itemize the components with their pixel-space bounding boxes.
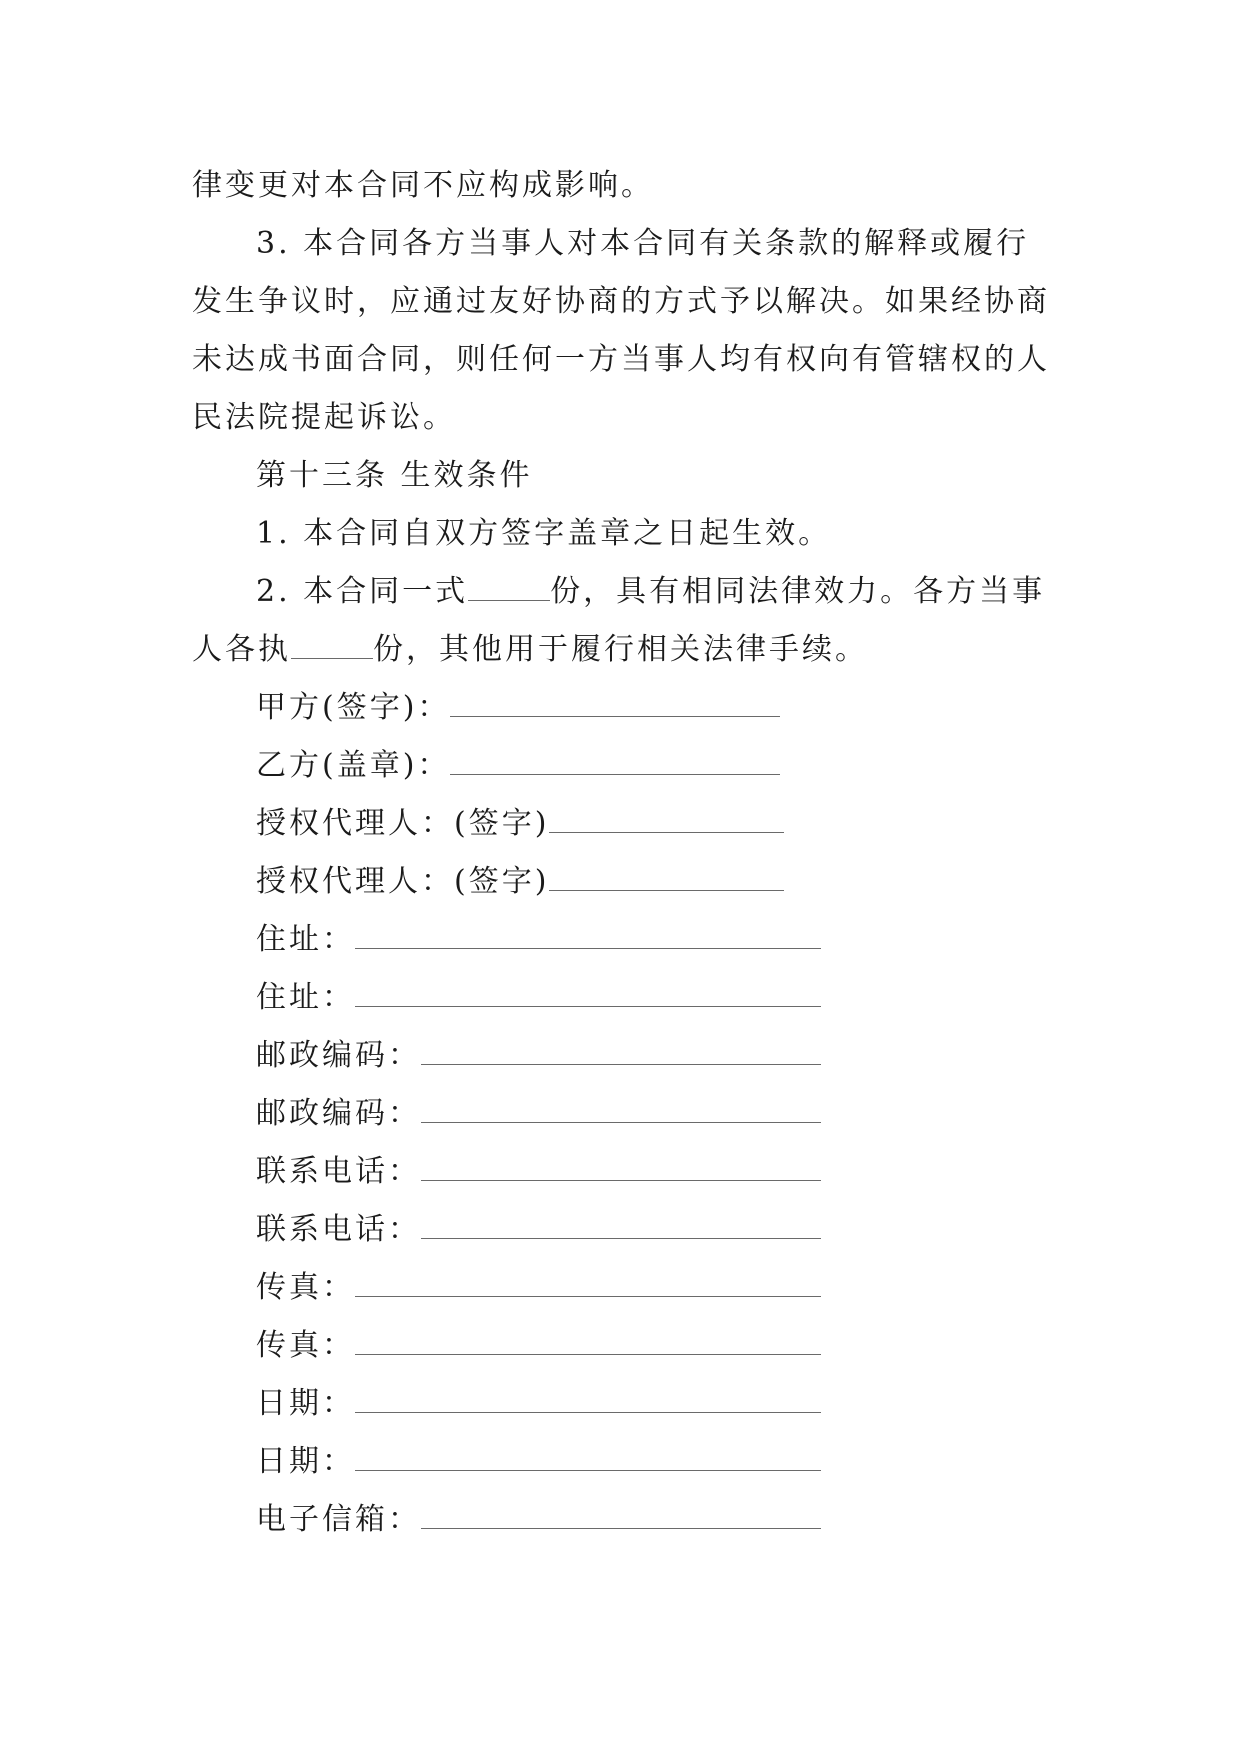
- field-party-b: [192, 737, 1054, 795]
- field-party-a: [192, 679, 1054, 737]
- field-agent-2: [192, 853, 1054, 911]
- address-2-label: 住址：: [256, 980, 355, 1015]
- paragraph-copies: [192, 563, 1054, 679]
- postcode-1-blank[interactable]: [421, 1036, 821, 1065]
- date-1-blank[interactable]: [355, 1384, 821, 1413]
- copies-total-blank[interactable]: [468, 572, 550, 601]
- field-agent-1: [192, 795, 1054, 853]
- phone-1-blank[interactable]: [421, 1152, 821, 1181]
- field-address-1: [192, 911, 1054, 969]
- article-title: 第十三条 生效条件: [256, 458, 533, 493]
- field-phone-2: [192, 1201, 1054, 1259]
- party-b-seal-blank[interactable]: [450, 746, 780, 775]
- phone-2-blank[interactable]: [421, 1210, 821, 1239]
- field-date-2: [192, 1433, 1054, 1491]
- phone-2-label: 联系电话：: [256, 1212, 421, 1247]
- fax-2-label: 传真：: [256, 1328, 355, 1363]
- paragraph-effective-date: 1. 本合同自双方签字盖章之日起生效。: [256, 516, 832, 551]
- field-fax-2: [192, 1317, 1054, 1375]
- fax-1-blank[interactable]: [355, 1268, 821, 1297]
- email-label: 电子信箱：: [256, 1502, 421, 1537]
- copies-text-2: 份，具有相同法律效力。各方当事人各执: [192, 574, 1046, 667]
- field-fax-1: [192, 1259, 1054, 1317]
- party-a-label: 甲方(签字)：: [256, 690, 451, 725]
- fax-2-blank[interactable]: [355, 1326, 821, 1355]
- agent-2-signature-blank[interactable]: [549, 862, 784, 891]
- field-address-2: [192, 969, 1054, 1027]
- paragraph-law-change: 律变更对本合同不应构成影响。: [192, 168, 654, 203]
- agent-1-label: 授权代理人：(签字): [256, 806, 550, 841]
- address-2-blank[interactable]: [355, 978, 821, 1007]
- date-2-blank[interactable]: [355, 1442, 821, 1471]
- postcode-1-label: 邮政编码：: [256, 1038, 421, 1073]
- postcode-2-blank[interactable]: [421, 1094, 821, 1123]
- postcode-2-label: 邮政编码：: [256, 1096, 421, 1131]
- copies-text-1: 2. 本合同一式: [256, 574, 469, 609]
- copies-text-3: 份，其他用于履行相关法律手续。: [373, 632, 868, 667]
- date-1-label: 日期：: [256, 1386, 355, 1421]
- email-blank[interactable]: [421, 1500, 821, 1529]
- field-postcode-1: [192, 1027, 1054, 1085]
- agent-2-label: 授权代理人：(签字): [256, 864, 550, 899]
- field-postcode-2: [192, 1085, 1054, 1143]
- agent-1-signature-blank[interactable]: [549, 804, 784, 833]
- field-email: [192, 1491, 1054, 1549]
- copies-each-blank[interactable]: [291, 630, 373, 659]
- fax-1-label: 传真：: [256, 1270, 355, 1305]
- field-phone-1: [192, 1143, 1054, 1201]
- address-1-blank[interactable]: [355, 920, 821, 949]
- field-date-1: [192, 1375, 1054, 1433]
- address-1-label: 住址：: [256, 922, 355, 957]
- paragraph-dispute-resolution: 3. 本合同各方当事人对本合同有关条款的解释或履行发生争议时，应通过友好协商的方式予以解决。如果经协商未达成书面合同，则任何一方当事人均有权向有管辖权的人民法院提起诉讼。: [192, 226, 1050, 435]
- document-body: [192, 157, 1054, 1549]
- party-b-label: 乙方(盖章)：: [256, 748, 451, 783]
- date-2-label: 日期：: [256, 1444, 355, 1479]
- party-a-signature-blank[interactable]: [450, 688, 780, 717]
- phone-1-label: 联系电话：: [256, 1154, 421, 1189]
